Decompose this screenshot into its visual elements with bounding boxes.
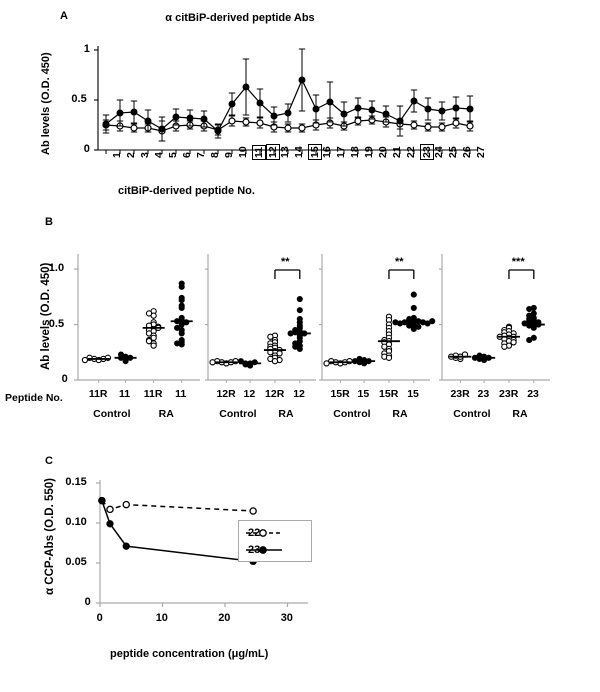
panel-b-col-label-15-2: 15R	[379, 388, 399, 400]
panel-a-xtick-19: 19	[363, 146, 375, 158]
panel-c-xtick-10: 10	[155, 612, 168, 624]
panel-a-xtick-boxed-23: 23	[421, 146, 433, 158]
panel-b-group-control-11: Control	[93, 408, 131, 420]
panel-a-xtick-10: 10	[237, 146, 249, 158]
panel-c-ylabel: α CCP-Abs (O.D. 550)	[44, 478, 56, 595]
panel-b-col-label-12-1: 12	[243, 388, 256, 400]
panel-b-group-ra-11: RA	[158, 408, 174, 420]
panel-b-col-label-11-0: 11R	[88, 388, 108, 400]
panel-b-col-label-12-0: 12R	[216, 388, 236, 400]
panel-b-ylabel: Ab levels (O.D. 450)	[40, 262, 52, 370]
panel-b-col-label-15-0: 15R	[330, 388, 350, 400]
panel-a-xtick-boxed-12: 12	[267, 146, 279, 158]
legend-item-22[interactable]	[245, 524, 305, 541]
panel-b-significance-15: **	[394, 256, 404, 268]
panel-b-group-control-15: Control	[333, 408, 371, 420]
panel-b-col-label-23-1: 23	[477, 388, 490, 400]
panel-b-ytick-0.5: 0.5	[48, 317, 65, 330]
panel-a-xtick-boxed-15: 15	[309, 146, 321, 158]
legend-label-23: 23	[248, 543, 261, 556]
panel-a-xtick-18: 18	[349, 146, 361, 158]
panel-a-ylabel: Ab levels (O.D. 450)	[40, 52, 52, 155]
panel-c-ytick-0: 0	[84, 596, 91, 608]
panel-b-col-label-15-3: 15	[407, 388, 419, 400]
panel-a-xtick-16: 16	[321, 146, 333, 158]
panel-a-xtick-3: 3	[139, 152, 151, 158]
legend-item-23[interactable]	[245, 541, 305, 558]
panel-a-xtick-22: 22	[405, 146, 417, 158]
panel-a-letter: A	[60, 10, 68, 22]
panel-b-group-ra-23: RA	[512, 408, 528, 420]
panel-c-xtick-20: 20	[218, 612, 231, 624]
panel-a-xlabel: citBiP-derived peptide No.	[118, 185, 255, 197]
panel-b-ytick-1.0: 1.0	[48, 262, 65, 275]
panel-a-xtick-17: 17	[335, 146, 347, 158]
panel-b-plot	[0, 230, 600, 440]
panel-a-plot	[0, 0, 600, 210]
panel-b-col-label-12-2: 12R	[265, 388, 285, 400]
panel-a-xtick-20: 20	[377, 146, 389, 158]
panel-b-group-ra-15: RA	[392, 408, 408, 420]
panel-a-ytick-0: 0	[83, 143, 90, 155]
panel-b-col-label-15-1: 15	[357, 388, 370, 400]
panel-a-xtick-boxed-11: 11	[253, 146, 265, 158]
panel-a-xtick-2: 2	[125, 152, 137, 158]
panel-c-ytick-0.15: 0.15	[65, 476, 87, 488]
panel-a-xtick-5: 5	[167, 152, 179, 158]
panel-b-col-label-11-1: 11	[118, 388, 131, 400]
panel-b-col-label-23-0: 23R	[450, 388, 470, 400]
panel-b-ytick-0: 0	[61, 373, 68, 385]
panel-a-xtick-26: 26	[461, 146, 473, 158]
panel-a-xtick-23	[421, 144, 433, 160]
panel-a-xtick-9: 9	[223, 152, 235, 158]
panel-a-xtick-1: 1	[111, 152, 123, 158]
panel-b-col-label-12-3: 12	[293, 388, 305, 400]
panel-a-xtick-14: 14	[293, 146, 305, 158]
panel-a-xtick-7: 7	[195, 152, 207, 158]
panel-a-xtick-8: 8	[209, 152, 221, 158]
legend-label-22: 22	[248, 526, 261, 539]
panel-b-significance-12: **	[280, 256, 290, 268]
panel-c-xtick-0: 0	[96, 612, 103, 624]
panel-c-xlabel: peptide concentration (μg/mL)	[110, 648, 269, 660]
legend-marker-23-icon	[245, 544, 283, 556]
panel-b-col-label-11-3: 11	[175, 388, 187, 400]
panel-b-col-label-11-2: 11R	[143, 388, 163, 400]
panel-a-xtick-11	[253, 145, 265, 160]
panel-c-ytick-0.05: 0.05	[65, 556, 87, 568]
panel-c-plot	[0, 450, 600, 692]
panel-a-xtick-4: 4	[153, 152, 165, 158]
panel-b-group-ra-12: RA	[278, 408, 294, 420]
panel-c-letter: C	[45, 455, 53, 467]
panel-c-legend	[238, 520, 312, 562]
panel-b-col-label-23-2: 23R	[499, 388, 519, 400]
panel-a-xtick-12	[267, 144, 279, 160]
panel-c-ytick-0.10: 0.10	[65, 516, 87, 528]
panel-a-title: α citBiP-derived peptide Abs	[165, 12, 315, 24]
panel-b-letter: B	[45, 216, 53, 228]
panel-a-xtick-21: 21	[391, 146, 403, 158]
panel-a-ytick-0.5: 0.5	[71, 93, 87, 105]
panel-a-xtick-6: 6	[181, 152, 193, 158]
panel-b-group-control-23: Control	[453, 408, 491, 420]
panel-a-xtick-15	[309, 144, 321, 160]
panel-b-row-label: Peptide No.	[5, 392, 63, 404]
panel-c-xtick-30: 30	[280, 612, 293, 624]
panel-b-significance-23: ***	[511, 256, 525, 268]
panel-a-xtick-24: 24	[433, 146, 445, 158]
panel-a-xtick-25: 25	[447, 146, 459, 158]
panel-a-xtick-13: 13	[279, 146, 291, 158]
panel-a-ytick-1: 1	[83, 43, 90, 55]
panel-a-xtick-27: 27	[475, 146, 487, 158]
panel-b-group-control-12: Control	[219, 408, 257, 420]
legend-marker-22-icon	[245, 527, 283, 539]
panel-b-col-label-23-3: 23	[527, 388, 539, 400]
